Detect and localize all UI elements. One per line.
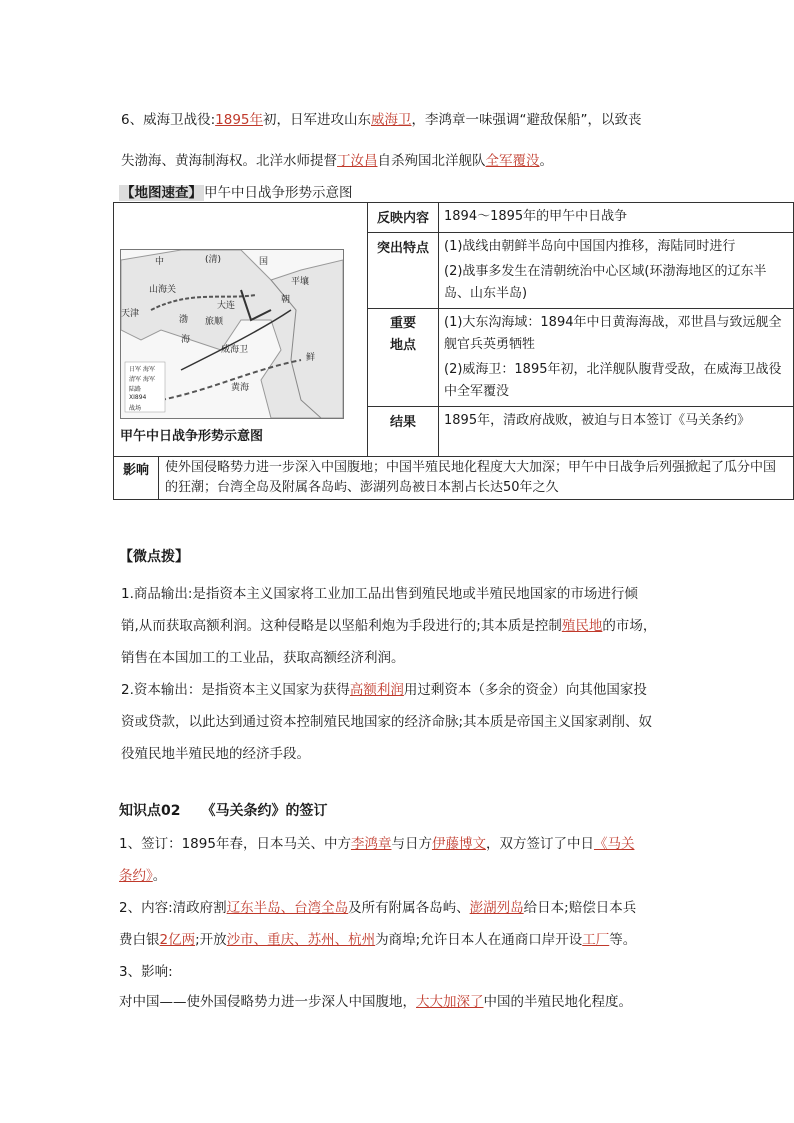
map-cell [114, 203, 368, 457]
micro-text: 1.商品输出:是指资本主义国家将工业加工品出售到殖民地或半殖民地国家的市场进行倾 [121, 586, 638, 602]
micro-text: 役殖民地半殖民地的经济手段。 [121, 746, 310, 762]
text: 销,从而获取高额利润。这种侵略是以坚船利炮为手段进行的;其本质是控制 [121, 618, 562, 634]
legend-item: XI894 [129, 394, 147, 401]
kp-line [119, 928, 636, 948]
row-content [439, 309, 794, 407]
legend-item: 战场 [129, 405, 142, 412]
text: 及所有附属各岛屿、 [348, 900, 470, 916]
row-text: (1)大东沟海域：1894年中日黄海海战，邓世昌与致远舰全舰官兵英勇牺牲 [444, 315, 782, 352]
underlined-term: 威海卫 [371, 112, 412, 128]
text: 与日方 [391, 836, 432, 852]
impact-label: 影响 [114, 457, 159, 500]
para-6-line2 [121, 149, 553, 169]
underlined-term: 沙市、重庆、苏州、杭州 [226, 932, 376, 948]
row-content [439, 407, 794, 457]
text: 等。 [609, 932, 637, 948]
row-text: (1)战线由朝鲜半岛向中国国内推移，海陆同时进行 [444, 239, 736, 254]
row-text: (2)威海卫：1895年初，北洋舰队腹背受敌，在威海卫战役中全军覆没 [444, 362, 782, 399]
text: 中国的半殖民地化程度。 [483, 994, 632, 1010]
section-heading: 知识点02 《马关条约》的签订 [119, 803, 328, 819]
row-label-cell [368, 309, 439, 407]
legend-item: 陆路 [129, 386, 142, 393]
row-content [439, 233, 794, 309]
text: 2.资本输出：是指资本主义国家为获得 [121, 682, 350, 698]
row-text: 1895年，清政府战败，被迫与日本签订《马关条约》 [444, 413, 751, 428]
map-label: 海 [181, 335, 191, 345]
map-label: 天津 [121, 309, 140, 319]
underlined-term: 伊藤博文 [431, 836, 486, 852]
map-caption: 甲午中日战争形势示意图 [120, 429, 264, 444]
text: 初，日军进攻山东 [263, 112, 371, 128]
map-label: (清) [205, 255, 222, 265]
underlined-term: 大大加深了 [416, 994, 484, 1010]
underlined-term: 李鸿章 [350, 836, 392, 852]
row-label: 重要地点 [389, 316, 416, 353]
text: 2、内容:清政府割 [119, 900, 227, 916]
row-content [439, 203, 794, 233]
underlined-term: 工厂 [582, 932, 610, 948]
text: 。 [152, 868, 167, 884]
text: 对中国——使外国侵略势力进一步深人中国腹地， [119, 994, 416, 1010]
underlined-term: 全军覆没 [485, 153, 540, 169]
legend-item: 海军 [143, 376, 156, 383]
text: 为商埠;允许日本人在通商口岸开设 [375, 932, 583, 948]
map-label: 国 [259, 257, 269, 267]
underlined-term: 2亿两 [159, 932, 196, 948]
map-label: 渤 [179, 315, 189, 325]
map-label: 中 [155, 257, 165, 267]
underlined-term: 辽东半岛、台湾全岛 [226, 900, 349, 916]
kp-line [119, 990, 632, 1010]
row-label: 反映内容 [368, 203, 439, 233]
map-check-tag: 【地图速查】 [121, 185, 202, 201]
map-check-title: 甲午中日战争形势示意图 [204, 185, 353, 201]
kp-line [119, 896, 636, 916]
text: 费白银 [119, 932, 160, 948]
micro-text: 销售在本国加工的工业品，获取高额经济利润。 [121, 650, 405, 666]
underlined-term: 高额利润 [349, 682, 404, 698]
map-label: 鲜 [306, 353, 316, 363]
legend-item: 日军 [129, 366, 142, 373]
map-label: 旅顺 [205, 317, 224, 327]
text: ，双方签订了中日 [485, 836, 594, 852]
micro-title: 【微点拨】 [119, 549, 189, 565]
row-label: 结果 [368, 407, 439, 457]
micro-line [121, 678, 647, 698]
underlined-term: 1895年 [215, 112, 263, 128]
map-label: 威海卫 [221, 345, 249, 355]
map-label: 黄海 [231, 383, 250, 393]
text: 6、威海卫战役: [121, 112, 216, 128]
para-6-line1 [121, 108, 642, 128]
text: ;开放 [195, 932, 227, 948]
text: ，李鸿章一味强调“避敌保船”，以致丧 [411, 112, 642, 128]
map-label: 山海关 [149, 285, 177, 295]
underlined-term: 殖民地 [561, 618, 603, 634]
underlined-term: 《马关 [593, 836, 635, 852]
text: 1、签订：1895年春，日本马关、中方 [119, 836, 351, 852]
impact-content [159, 457, 794, 500]
map-label: 平壤 [291, 277, 310, 287]
war-map-image [120, 249, 344, 419]
underlined-term: 澎湖列岛 [469, 900, 524, 916]
war-summary-table [113, 202, 794, 500]
text: 失渤海、黄海制海权。北洋水师提督 [121, 153, 337, 169]
row-text: (2)战事多发生在清朝统治中心区域(环渤海地区的辽东半岛、山东半岛) [444, 264, 767, 301]
text: 自杀殉国北洋舰队 [377, 153, 486, 169]
kp-line [119, 832, 634, 852]
kp-line [119, 864, 166, 884]
row-label: 突出特点 [368, 233, 439, 309]
text: 的市场， [602, 618, 657, 634]
map-label: 大连 [217, 301, 236, 311]
micro-line [121, 614, 656, 634]
map-label: 朝 [281, 295, 291, 305]
legend-item: 清军 [129, 376, 142, 383]
underlined-term: 丁汝昌 [337, 153, 378, 169]
text: 用过剩资本（多余的资金）向其他国家投 [403, 682, 647, 698]
row-text: 1894～1895年的甲午中日战争 [444, 209, 628, 224]
micro-text: 资或贷款，以此达到通过资本控制殖民地国家的经济命脉;其本质是帝国主义国家剥削、奴 [121, 714, 653, 730]
kp-text: 3、影响: [119, 964, 173, 980]
impact-text: 使外国侵略势力进一步深入中国腹地；中国半殖民地化程度大大加深；甲午中日战争后列强掀起了瓜分中国的狂潮；台湾全岛及附属各岛屿、澎湖列岛被日本割占长达50年之久 [165, 460, 777, 495]
text: 给日本;赔偿日本兵 [523, 900, 637, 916]
map-check-heading [119, 181, 353, 201]
text: 。 [539, 153, 553, 169]
underlined-term: 条约》 [119, 868, 153, 884]
legend-item: 海军 [143, 366, 156, 373]
